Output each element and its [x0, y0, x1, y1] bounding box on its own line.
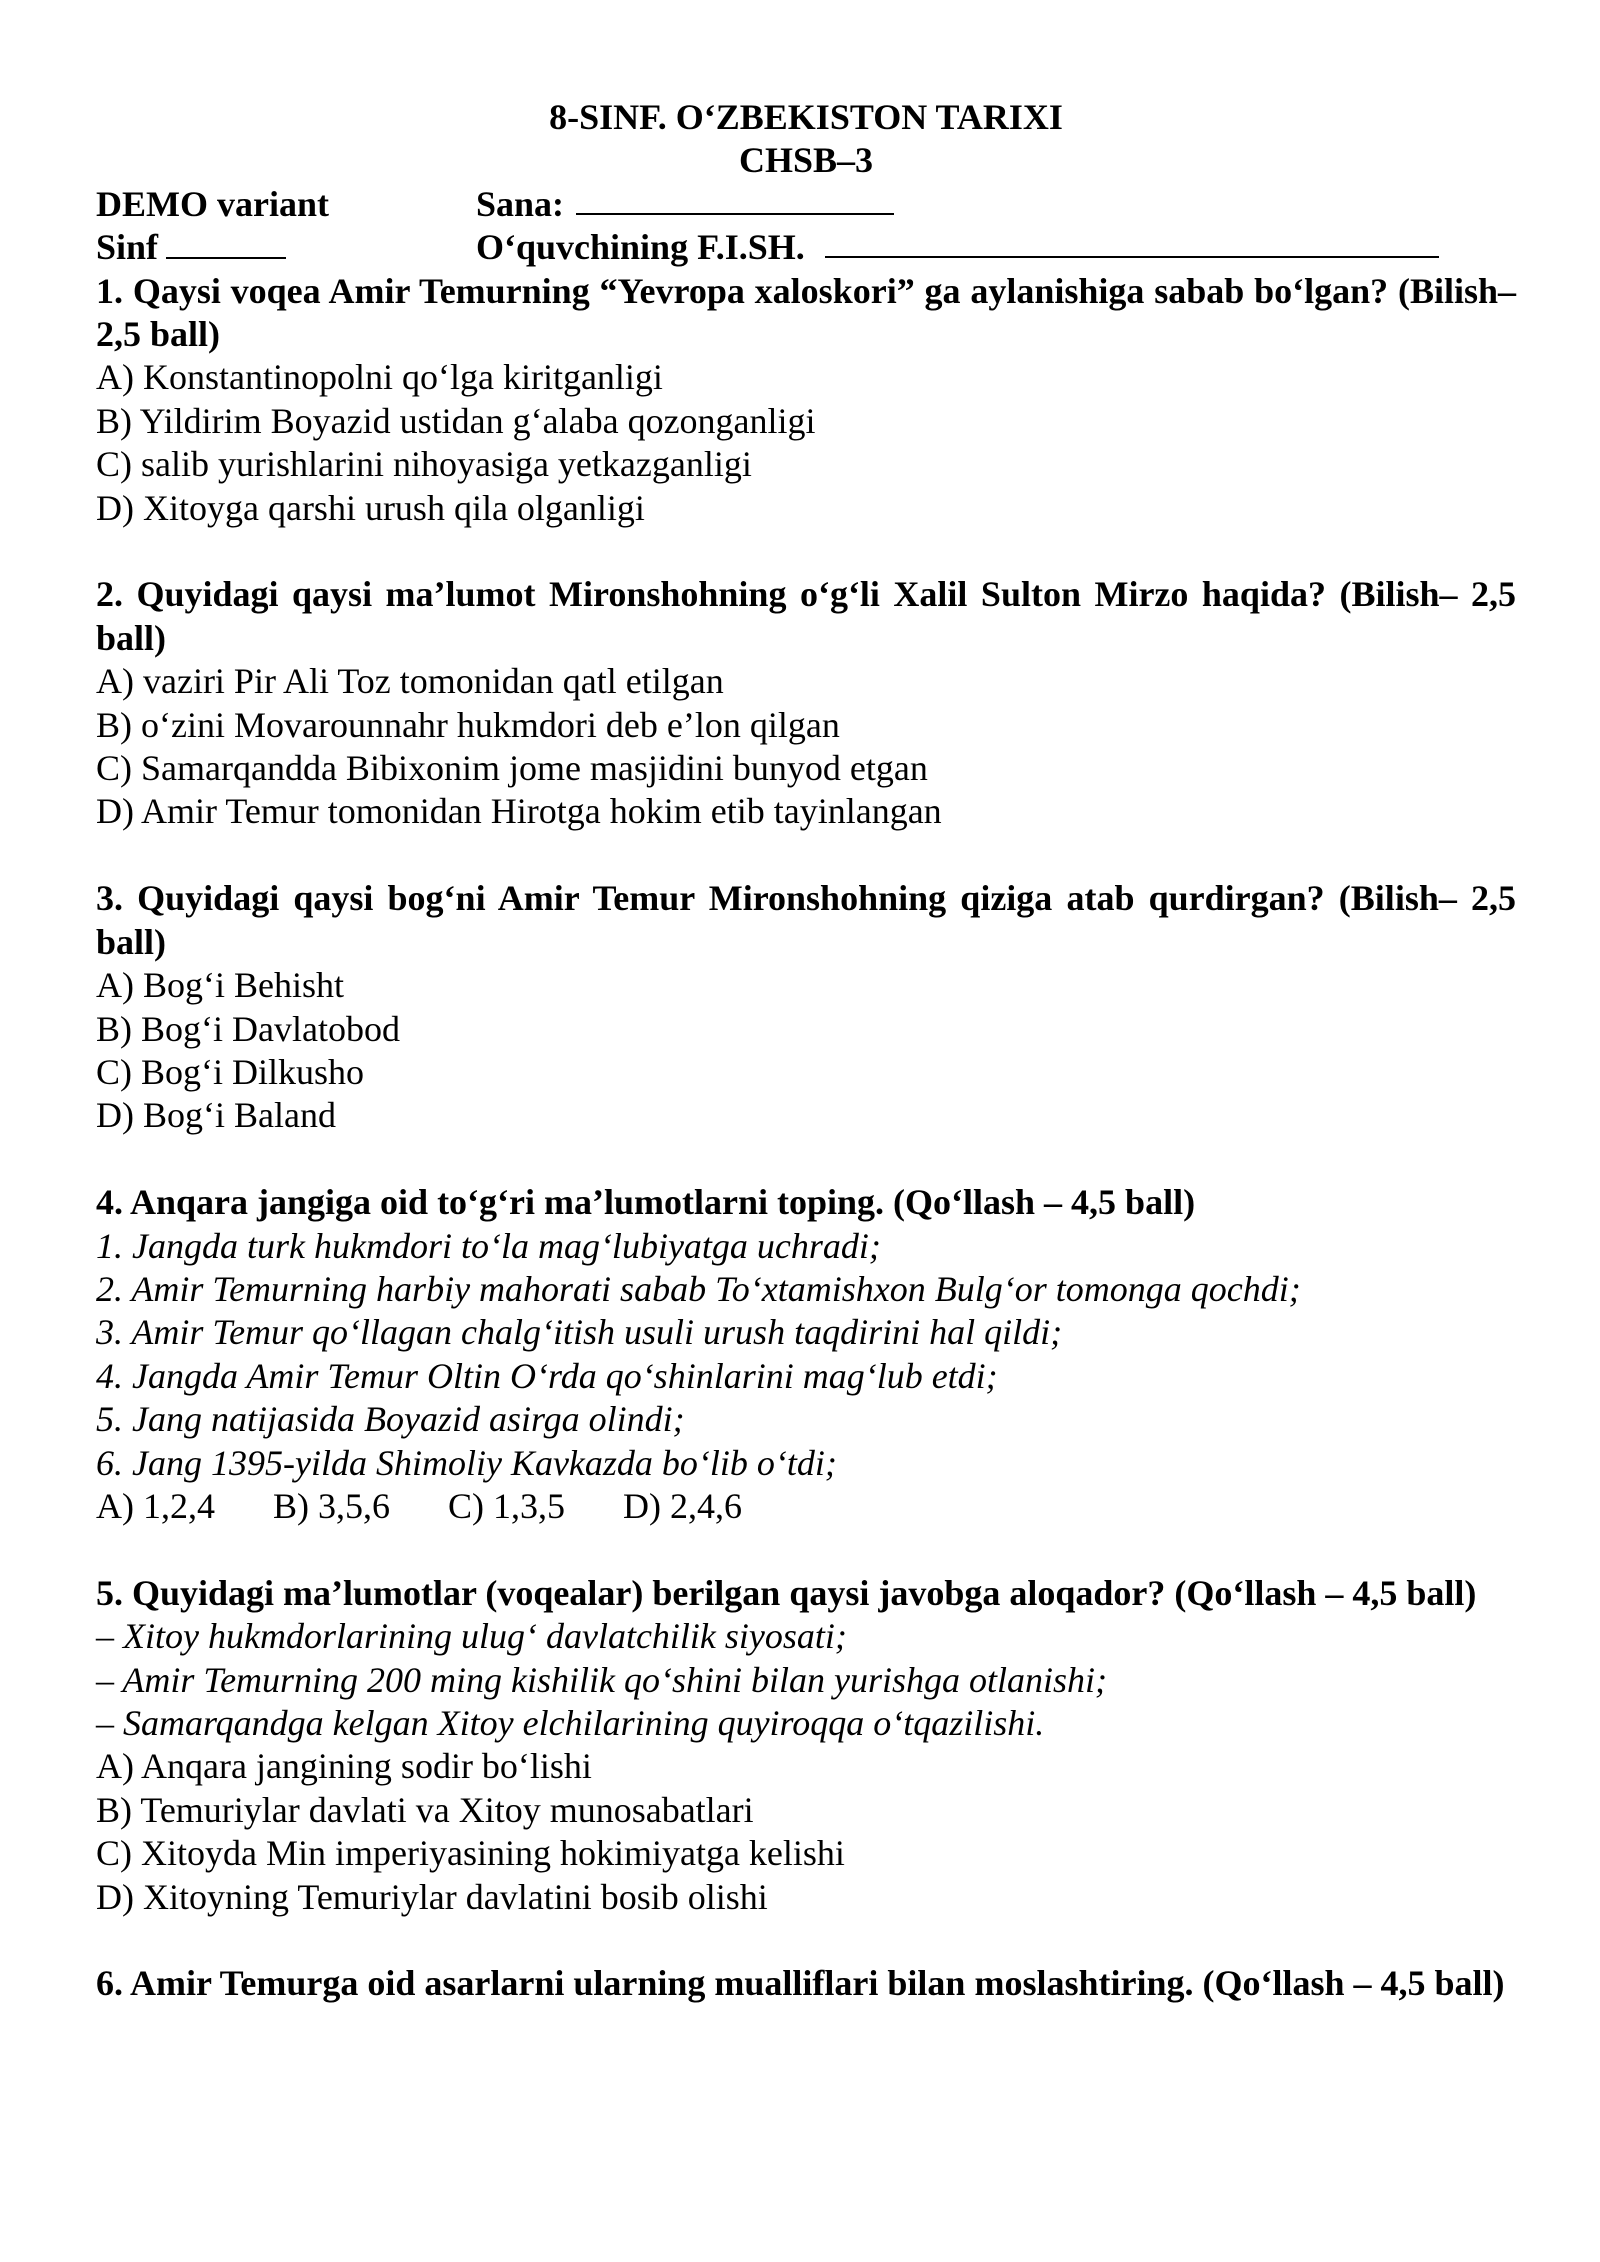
question-title: 4. Anqara jangiga oid to‘g‘ri ma’lumotlarni toping. (Qo‘llash – 4,5 ball) — [96, 1182, 1196, 1223]
answer-option: A) Anqara jangining sodir bo‘lishi — [96, 1746, 592, 1787]
answer-option: D) Amir Temur tomonidan Hirotga hokim etib tayinlangan — [96, 791, 942, 832]
answer-option: D) 2,4,6 — [623, 1485, 742, 1526]
class-field — [96, 226, 476, 269]
date-blank-line[interactable] — [576, 183, 894, 215]
student-label: O‘quvchining F.I.SH. — [476, 227, 805, 268]
question-title: 3. Quyidagi qaysi bog‘ni Amir Temur Mironshohning qiziga atab qurdirgan? (Bilish– 2,5 ball) — [96, 878, 1516, 962]
spacer — [96, 1528, 1516, 1571]
header-row-variant — [96, 183, 1516, 226]
student-name-blank-line[interactable] — [825, 226, 1439, 258]
answer-option: B) 3,5,6 — [273, 1485, 390, 1526]
class-label: Sinf — [96, 227, 159, 268]
answer-option: C) Xitoyda Min imperiyasining hokimiyatga kelishi — [96, 1833, 845, 1874]
answer-option: A) Bog‘i Behisht — [96, 965, 344, 1006]
worksheet-subtitle: CHSB–3 — [738, 140, 874, 181]
question-2 — [96, 573, 1516, 833]
answer-option: B) Bog‘i Davlatobod — [96, 1008, 400, 1049]
answer-option: C) Bog‘i Dilkusho — [96, 1051, 365, 1092]
question-title: 6. Amir Temurga oid asarlarni ularning mualliflari bilan moslashtiring. (Qo‘llash – 4,5 ball) — [96, 1963, 1505, 2004]
answer-option: D) Bog‘i Baland — [96, 1095, 336, 1136]
answer-options-row — [96, 1485, 1516, 1528]
statement: 3. Amir Temur qo‘llagan chalg‘itish usuli urush taqdirini hal qildi; — [96, 1312, 1063, 1353]
answer-option: D) Xitoyga qarshi urush qila olganligi — [96, 487, 645, 528]
statement: – Xitoy hukmdorlarining ulug‘ davlatchilik siyosati; — [96, 1616, 847, 1657]
question-4 — [96, 1181, 1516, 1528]
statement: – Samarqandga kelgan Xitoy elchilarining quyiroqqa o‘tqazilishi. — [96, 1702, 1045, 1743]
header-row-class — [96, 226, 1516, 269]
statement: 6. Jang 1395-yilda Shimoliy Kavkazda bo‘lib o‘tdi; — [96, 1442, 837, 1483]
question-6 — [96, 1962, 1516, 2005]
statement: 2. Amir Temurning harbiy mahorati sabab To‘xtamishxon Bulg‘or tomonga qochdi; — [96, 1268, 1301, 1309]
question-title: 1. Qaysi voqea Amir Temurning “Yevropa xaloskori” ga aylanishiga sabab bo‘lgan? (Bilish–2,5 ball) — [96, 270, 1516, 355]
question-1 — [96, 270, 1516, 530]
question-5 — [96, 1572, 1516, 1919]
answer-option: B) Yildirim Boyazid ustidan g‘alaba qozonganligi — [96, 400, 816, 441]
spacer — [96, 530, 1516, 573]
worksheet-title: 8-SINF. O‘ZBEKISTON TARIXI — [549, 97, 1063, 137]
answer-option: C) Samarqandda Bibixonim jome masjidini bunyod etgan — [96, 748, 928, 789]
date-label: Sana: — [476, 183, 565, 224]
spacer — [96, 1138, 1516, 1181]
worksheet-content — [96, 96, 1516, 2006]
answer-option: C) 1,3,5 — [448, 1485, 565, 1526]
statement: – Amir Temurning 200 ming kishilik qo‘shini bilan yurishga otlanishi; — [96, 1659, 1108, 1700]
answer-option: A) Konstantinopolni qo‘lga kiritganligi — [96, 357, 663, 398]
variant-label: DEMO variant — [96, 183, 329, 224]
spacer — [96, 1919, 1516, 1962]
statement: 5. Jang natijasida Boyazid asirga olindi; — [96, 1399, 685, 1440]
question-title: 5. Quyidagi ma’lumotlar (voqealar) berilgan qaysi javobga aloqador? (Qo‘llash – 4,5 ball) — [96, 1572, 1477, 1613]
answer-option: B) Temuriylar davlati va Xitoy munosabatlari — [96, 1789, 754, 1830]
answer-option: C) salib yurishlarini nihoyasiga yetkazganligi — [96, 444, 752, 485]
spacer — [96, 834, 1516, 877]
answer-option: A) 1,2,4 — [96, 1485, 215, 1526]
question-3 — [96, 877, 1516, 1137]
statement: 4. Jangda Amir Temur Oltin O‘rda qo‘shinlarini mag‘lub etdi; — [96, 1355, 998, 1396]
question-title: 2. Quyidagi qaysi ma’lumot Mironshohning o‘g‘li Xalil Sulton Mirzo haqida? (Bilish– 2,5 ball) — [96, 574, 1516, 658]
class-blank-line[interactable] — [166, 227, 286, 259]
answer-option: A) vaziri Pir Ali Toz tomonidan qatl etilgan — [96, 661, 724, 702]
statement: 1. Jangda turk hukmdori to‘la mag‘lubiyatga uchradi; — [96, 1225, 881, 1266]
answer-option: D) Xitoyning Temuriylar davlatini bosib olishi — [96, 1876, 768, 1917]
answer-option: B) o‘zini Movarounnahr hukmdori deb e’lon qilgan — [96, 704, 840, 745]
